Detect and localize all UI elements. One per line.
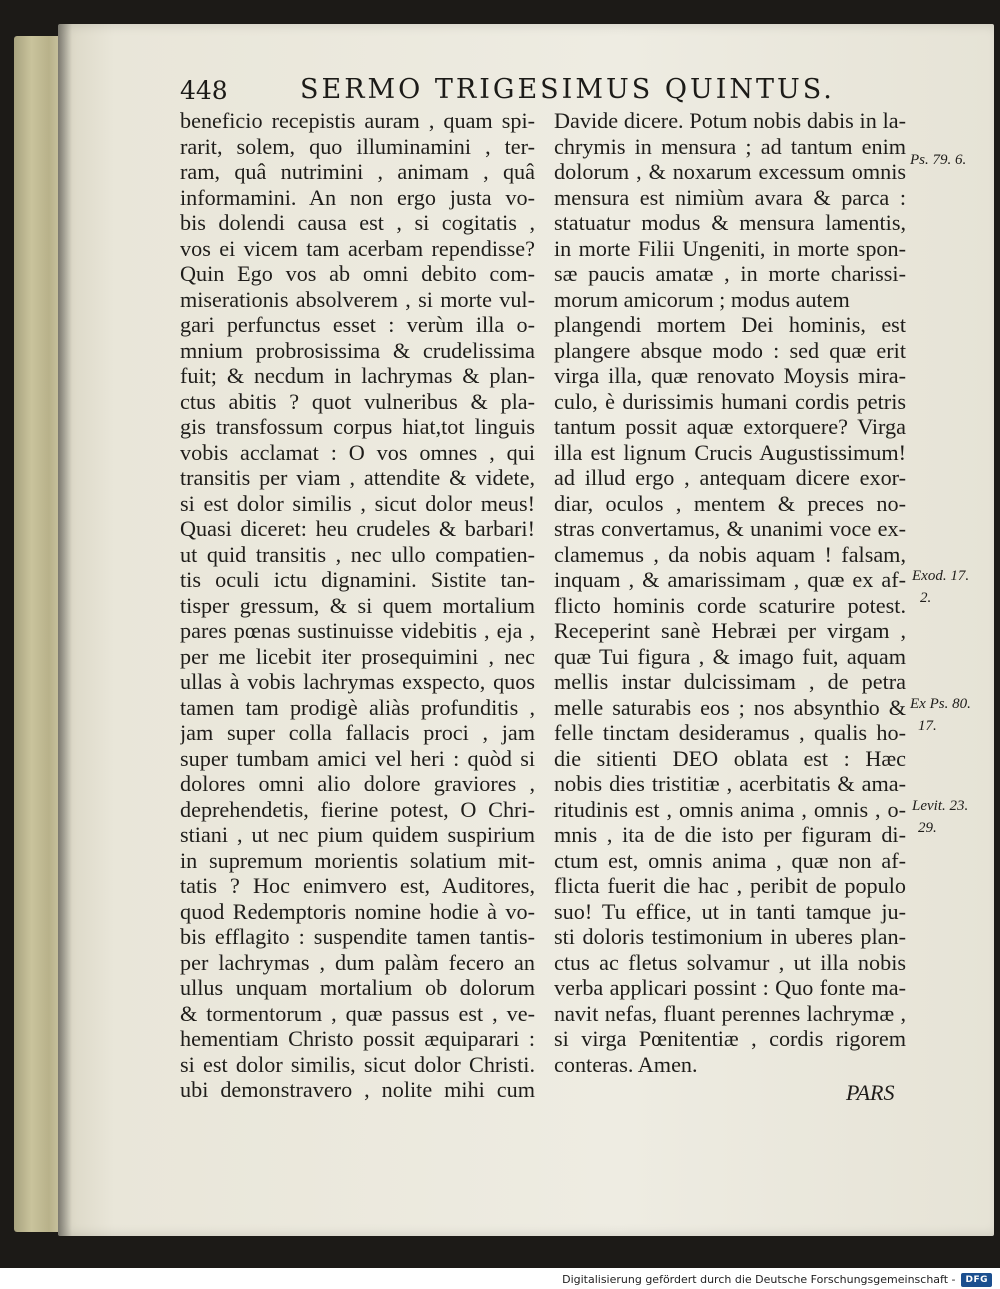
text-line: ritudinis est , omnis anima , omnis , o- (554, 796, 906, 822)
text-line: hementiam Christo possit æquiparari : (180, 1026, 535, 1051)
margin-note: Ex Ps. 80. (910, 696, 971, 712)
text-line: transitis per viam , attendite & videte, (180, 465, 535, 490)
text-line: culo, è durissimis humani cordis petris (554, 388, 906, 414)
book-page-edges (14, 36, 64, 1232)
text-line: suo! Tu effice, ut in tanti tamque ju- (554, 898, 906, 924)
text-line: deprehendetis, fierine potest, O Chri- (180, 796, 535, 822)
text-line: ullus unquam mortalium ob dolorum (180, 975, 535, 1000)
text-line: mnis , ita de die isto per figuram di- (554, 822, 906, 847)
text-line: jam super colla fallacis proci , jam (180, 720, 535, 745)
spine-shadow (58, 24, 72, 1236)
text-line: ctus ac fletus solvamur , ut illa nobis (554, 949, 906, 975)
text-line: stiani , ut nec pium quidem suspirium (180, 822, 535, 847)
text-line: si virga Pœnitentiæ , cordis rigorem (554, 1026, 906, 1051)
text-line: chrymis in mensura ; ad tantum enim (554, 133, 906, 159)
left-text-column (180, 108, 535, 1103)
text-line: flicto hominis corde scaturire potest. (554, 592, 906, 618)
text-line: felle tinctam desideramus , qualis ho- (554, 720, 906, 745)
text-line: dolorum , & noxarum excessum omnis (554, 159, 906, 184)
footer-text: Digitalisierung gefördert durch die Deutsche Forschungsgemeinschaft - (562, 1273, 956, 1286)
text-line: ubi demonstravero , nolite mihi cum (180, 1077, 535, 1102)
text-line: beneficio recepistis auram , quam spi- (180, 108, 535, 133)
text-line: nobis dies tristitiæ , acerbitatis & ama- (554, 771, 906, 796)
text-line: sti doloris testimonium in uberes plan- (554, 924, 906, 949)
text-line: morum amicorum ; modus autem (554, 286, 850, 312)
text-line: Quin Ego vos ab omni debito com- (180, 261, 535, 286)
page-number: 448 (180, 76, 228, 105)
text-line: sæ paucis amatæ , in morte charissi- (554, 261, 906, 286)
text-line: tantum possit aquæ extorquere? Virga (554, 414, 906, 439)
text-line: quod Redemptoris nomine hodie à vo- (180, 898, 535, 924)
text-line: ctum est, omnis anima , quæ non af- (554, 847, 906, 873)
text-line: illa est lignum Crucis Augustissimum! (554, 439, 906, 465)
text-line: ad illud ergo , antequam dicere exor- (554, 465, 906, 490)
margin-note: Levit. 23. (912, 798, 969, 814)
text-line: mellis instar dulcissimam , de petra (554, 669, 906, 694)
text-line: vobis acclamat : O vos omnes , qui (180, 439, 535, 465)
margin-note: 29. (918, 820, 937, 836)
text-line: informamini. An non ergo justa vo- (180, 184, 535, 210)
text-line: mensura est nimiùm avara & parca : (554, 184, 906, 210)
text-line: quæ Tui figura , & imago fuit, aquam (554, 643, 906, 669)
dfg-logo-icon: DFG (961, 1273, 992, 1287)
text-line: flicta fuerit die hac , peribit de populo (554, 873, 906, 898)
text-line: si est dolor similis , sicut dolor meus! (180, 490, 535, 516)
text-line: statuatur modus & mensura lamentis, (554, 210, 906, 235)
text-line: vos ei vicem tam acerbam rependisse? (180, 235, 535, 261)
text-line: bis efflagito : suspendite tamen tantis- (180, 924, 535, 949)
text-line: per lachrymas , dum palàm fecero an (180, 949, 535, 975)
running-head: SERMO TRIGESIMUS QUINTUS. (300, 74, 835, 105)
catchword: PARS (846, 1080, 895, 1105)
text-line: fuit; & necdum in lachrymas & plan- (180, 363, 535, 388)
text-line: ut quid transitis , nec ullo compatien- (180, 541, 535, 567)
text-line: conteras. Amen. (554, 1051, 698, 1077)
margin-note: Ps. 79. 6. (910, 152, 967, 168)
text-line: melle saturabis eos ; nos absynthio & (554, 694, 906, 720)
text-line: in supremum morientis solatium mit- (180, 847, 535, 873)
text-line: ctus abitis ? quot vulneribus & pla- (180, 388, 535, 414)
text-line: super tumbam amici vel heri : quòd si (180, 745, 535, 771)
text-line: tis oculi ictu dignamini. Sistite tan- (180, 567, 535, 592)
text-line: pares pœnas sustinuisse videbitis , eja , (180, 618, 535, 643)
text-line: clamemus , da nobis aquam ! falsam, (554, 541, 906, 567)
text-line: tisper gressum, & si quem mortalium (180, 592, 535, 618)
text-line: gis transfossum corpus hiat,tot linguis (180, 414, 535, 439)
text-line: & tormentorum , quæ passus est , ve- (180, 1000, 535, 1026)
text-line: per me licebit iter prosequimini , nec (180, 643, 535, 669)
text-line: ram, quâ nutrimini , animam , quâ (180, 159, 535, 184)
text-line: stras convertamus, & unanimi voce ex- (554, 516, 906, 541)
right-text-column (554, 108, 906, 1077)
margin-note: Exod. 17. (912, 568, 970, 584)
text-line: virga illa, quæ renovato Moysis mira- (554, 363, 906, 388)
text-line: plangere absque modo : sed quæ erit (554, 337, 906, 363)
text-line: Quasi diceret: heu crudeles & barbari! (180, 516, 535, 541)
text-line: in morte Filii Ungeniti, in morte spon- (554, 235, 906, 261)
digitization-footer (562, 1270, 992, 1289)
text-line: ullas à vobis lachrymas exspecto, quos (180, 669, 535, 694)
text-line: Receperint sanè Hebræi per virgam , (554, 618, 906, 643)
text-line: si est dolor similis, sicut dolor Christi. (180, 1051, 535, 1077)
text-line: tamen tam prodigè aliàs profunditis , (180, 694, 535, 720)
text-line: miserationis absolverem , si morte vul- (180, 286, 535, 312)
text-line: plangendi mortem Dei hominis, est (554, 312, 906, 337)
margin-note: 17. (918, 718, 937, 734)
margin-note: 2. (920, 590, 932, 606)
text-line: mnium probrosissima & crudelissima (180, 337, 535, 363)
text-line: inquam , & amarissimam , quæ ex af- (554, 567, 906, 592)
text-line: bis dolendi causa est , si cogitatis , (180, 210, 535, 235)
text-line: dolores omni alio dolore graviores , (180, 771, 535, 796)
text-line: diar, oculos , mentem & preces no- (554, 490, 906, 516)
text-line: verba applicari possint : Quo fonte ma- (554, 975, 906, 1000)
text-line: tatis ? Hoc enimvero est, Auditores, (180, 873, 535, 898)
text-line: gari perfunctus esset : verùm illa o- (180, 312, 535, 337)
text-line: rarit, solem, quo illuminamini , ter- (180, 133, 535, 159)
text-line: die sitienti DEO oblata est : Hæc (554, 745, 906, 771)
text-line: Davide dicere. Potum nobis dabis in la- (554, 108, 906, 133)
text-line: navit nefas, fluant perennes lachrymæ , (554, 1000, 906, 1026)
